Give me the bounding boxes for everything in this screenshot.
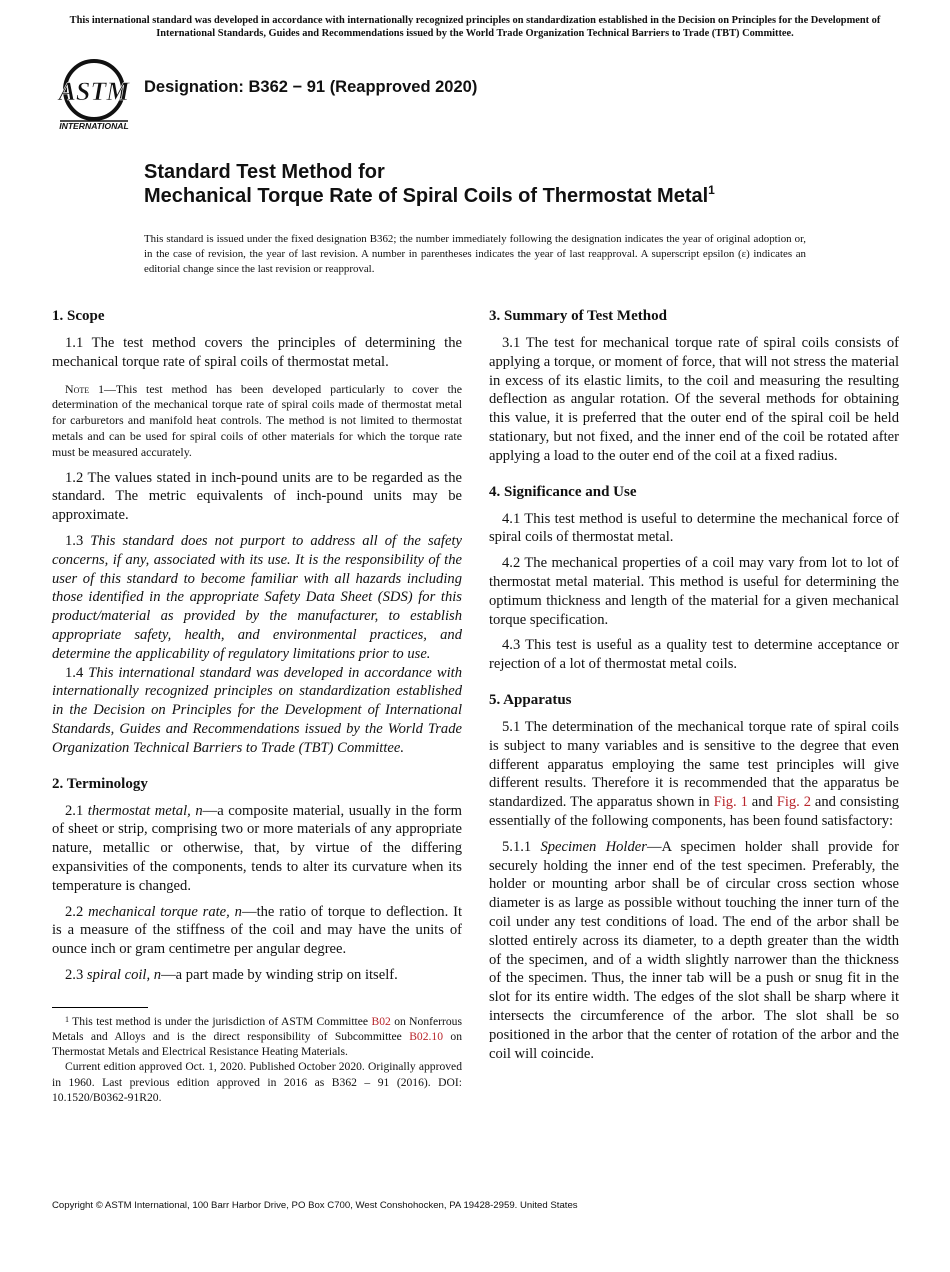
para-3-1: 3.1 The test for mechanical torque rate of spiral coils consists of applying a torque, or moment of force, that will not stress the material in excess of its elastic limits, to the coil and measuring the resulting deflection as angular rotation. Of the several methods for obtaining this value, it is preferred that the outer end of the spiral coil be held stationary, but not fixed, and the inner end of the coil be rotated after applying a load to the outer end of the coil at a fixed radius. (489, 335, 899, 464)
para-4-1: 4.1 This test method is useful to determine the mechanical force of spiral coils of thermostat metal. (489, 510, 899, 546)
astm-logo (54, 57, 134, 132)
subcommittee-b02-10-link[interactable]: B02.10 (409, 1029, 444, 1043)
footnote-1 (52, 1014, 462, 1060)
footnote-text-c: on Thermostat Metals and Electrical Resistance Heating Materials. (52, 1029, 462, 1059)
para-4-3: 4.3 This test is useful as a quality test to determine acceptance or rejection of a lot of thermostat metal coils. (489, 637, 899, 673)
para-5-1 (489, 718, 899, 831)
footnote-rule (52, 1007, 148, 1008)
para-2-3-number: 2.3 (65, 966, 87, 983)
term-thermostat-metal: thermostat metal, n (87, 802, 203, 819)
footnote-mark: 1 (65, 1014, 69, 1024)
para-5-1-and: and (747, 794, 777, 811)
para-5-1-1 (489, 838, 899, 1064)
section-apparatus-heading: 5. Apparatus (489, 691, 572, 708)
para-5-1-1-text: —A specimen holder shall provide for securely holding the inner end of the test specimen. Preferably, the holder or mounting arbor shall be of circular cross section whose diameter is as large as possible without touching the inner turn of the coil under any test conditions of load. The end of the arbor shall be slotted entirely across its diameter, to a depth greater than the width of the specimen, and of a width slightly narrower than the thickness of the specimen. Thus, the inner tab will be a push or snug fit in the slot for its entire width. The edges of the slot shall be sharp where it intersects the circumference of the arbor. The slot shall be so positioned in the arbor that the center of rotation of the arbor and the coil will coincide. (489, 838, 899, 1062)
designation: Designation: B362 − 91 (Reapproved 2020) (144, 78, 478, 96)
fig-1-link[interactable]: Fig. 1 (713, 794, 748, 811)
title-line-2 (144, 184, 715, 208)
title-line-1: Standard Test Method for (144, 161, 385, 183)
title-main: Mechanical Torque Rate of Spiral Coils of Thermostat Metal (144, 185, 709, 207)
astm-logo-text: ASTM (58, 77, 130, 106)
para-1-4 (52, 664, 462, 758)
right-column (489, 306, 899, 1063)
para-1-1: 1.1 The test method covers the principles of determining the mechanical torque rate of spiral coils of thermostat metal. (52, 335, 462, 370)
note-1 (52, 382, 462, 461)
footnote-text-b: on Nonferrous Metals and Alloys and is the direct responsibility of Subcommittee (52, 1014, 462, 1043)
para-2-2 (52, 903, 462, 959)
para-2-3 (52, 966, 462, 985)
para-4-2: 4.2 The mechanical properties of a coil may vary from lot to lot of thermostat metal material. This method is useful for determining the optimum thickness and length of the material for a given mechanical torque specification. (489, 555, 899, 628)
para-2-2-number: 2.2 (65, 903, 89, 920)
term-specimen-holder: Specimen Holder (540, 838, 647, 855)
fig-2-link[interactable]: Fig. 2 (776, 794, 811, 811)
section-summary-heading: 3. Summary of Test Method (489, 308, 667, 324)
title-footnote-mark: 1 (708, 183, 715, 197)
para-2-1 (52, 802, 462, 896)
para-1-2: 1.2 The values stated in inch-pound units are to be regarded as the standard. The metric equivalents of inch-pound units may be approximate. (52, 469, 462, 524)
committee-b02-link[interactable]: B02 (371, 1014, 391, 1028)
astm-logo-international: INTERNATIONAL (59, 121, 129, 131)
note-label: Note (65, 381, 90, 396)
footnote-text-a: This test method is under the jurisdiction of ASTM Committee (69, 1014, 372, 1028)
copyright-footer: Copyright © ASTM International, 100 Barr Harbor Drive, PO Box C700, West Conshohocken, PA 19428-2959. United States (52, 1200, 578, 1211)
footnote-edition: Current edition approved Oct. 1, 2020. Published October 2020. Originally approved in 1960. Last previous edition approved in 2016 as B362 – 91 (2016). DOI: 10.1520/B0362-91R20. (52, 1060, 462, 1104)
section-significance-heading: 4. Significance and Use (489, 483, 637, 500)
def-spiral-coil: —a part made by winding strip on itself. (161, 966, 398, 983)
para-1-3 (52, 532, 462, 664)
section-terminology-heading: 2. Terminology (52, 775, 148, 792)
para-1-3-text: This standard does not purport to address all of the safety concerns, if any, associated with its use. It is the responsibility of the user of this standard to become familiar with all hazards including those identified in the appropriate Safety Data Sheet (SDS) for this product/material as provided by the manufacturer, to establish appropriate safety, health, and environmental practices, and determine the applicability of regulatory limitations prior to use. (52, 532, 462, 662)
para-1-4-text: This international standard was developed in accordance with internationally recognized principles on standardization established in the Decision on Principles for the Development of International Standards, Guides and Recommendations issued by the World Trade Organization Technical Barriers to Trade (TBT) Committee. (52, 664, 463, 756)
document-title (144, 160, 715, 208)
para-1-4-number: 1.4 (65, 664, 89, 681)
def-mechanical-torque-rate: —the ratio of torque to deflection. It is a measure of the stiffness of the coil and may have the units of ounce inch or gram centimetre per angular degree. (52, 903, 463, 958)
term-spiral-coil: spiral coil, n (86, 966, 162, 983)
para-2-1-number: 2.1 (65, 802, 88, 819)
left-column (52, 306, 462, 1105)
issuance-statement: This standard is issued under the fixed designation B362; the number immediately following the designation indicates the year of original adoption or, in the case of revision, the year of last revision. A number in parentheses indicates the year of last reapproval. A superscript epsilon (ε) indicates an editorial change since the last revision or reapproval. (144, 233, 806, 275)
tbt-notice: This international standard was developed in accordance with internationally recognized principles on standardization established in the Decision on Principles for the Development of International Standards, Guides and Recommendations issued by the World Trade Organization Technical Barriers to Trade (TBT) Committee. (69, 15, 881, 39)
note-text: 1—This test method has been developed particularly to cover the determination of the mechanical torque rate of spiral coils made of thermostat metal for carburetors and manifold heat controls. The method is not limited to thermostat metals and can be used for spiral coils of other materials for which the torque rate must be measured accurately. (52, 381, 462, 459)
def-thermostat-metal: —a composite material, usually in the form of sheet or strip, comprising two or more materials of any appropriate nature, metallic or otherwise, that, by virtue of the differing expansivities of the components, tends to alter its curvature when its temperature is changed. (52, 802, 463, 894)
para-5-1-text-a: 5.1 The determination of the mechanical torque rate of spiral coils is subject to many variables and is sensitive to the degree that even different apparatus employing the same test principles will give different results. Therefore it is recommended that the apparatus be standardized. The apparatus shown in (489, 718, 899, 811)
para-1-3-number: 1.3 (65, 532, 91, 549)
para-5-1-1-number: 5.1.1 (502, 838, 541, 855)
section-scope-heading: 1. Scope (52, 308, 105, 324)
term-mechanical-torque-rate: mechanical torque rate, n (88, 903, 242, 920)
para-5-1-text-b: and consisting essentially of the following components, has been found satisfactory: (489, 794, 900, 829)
